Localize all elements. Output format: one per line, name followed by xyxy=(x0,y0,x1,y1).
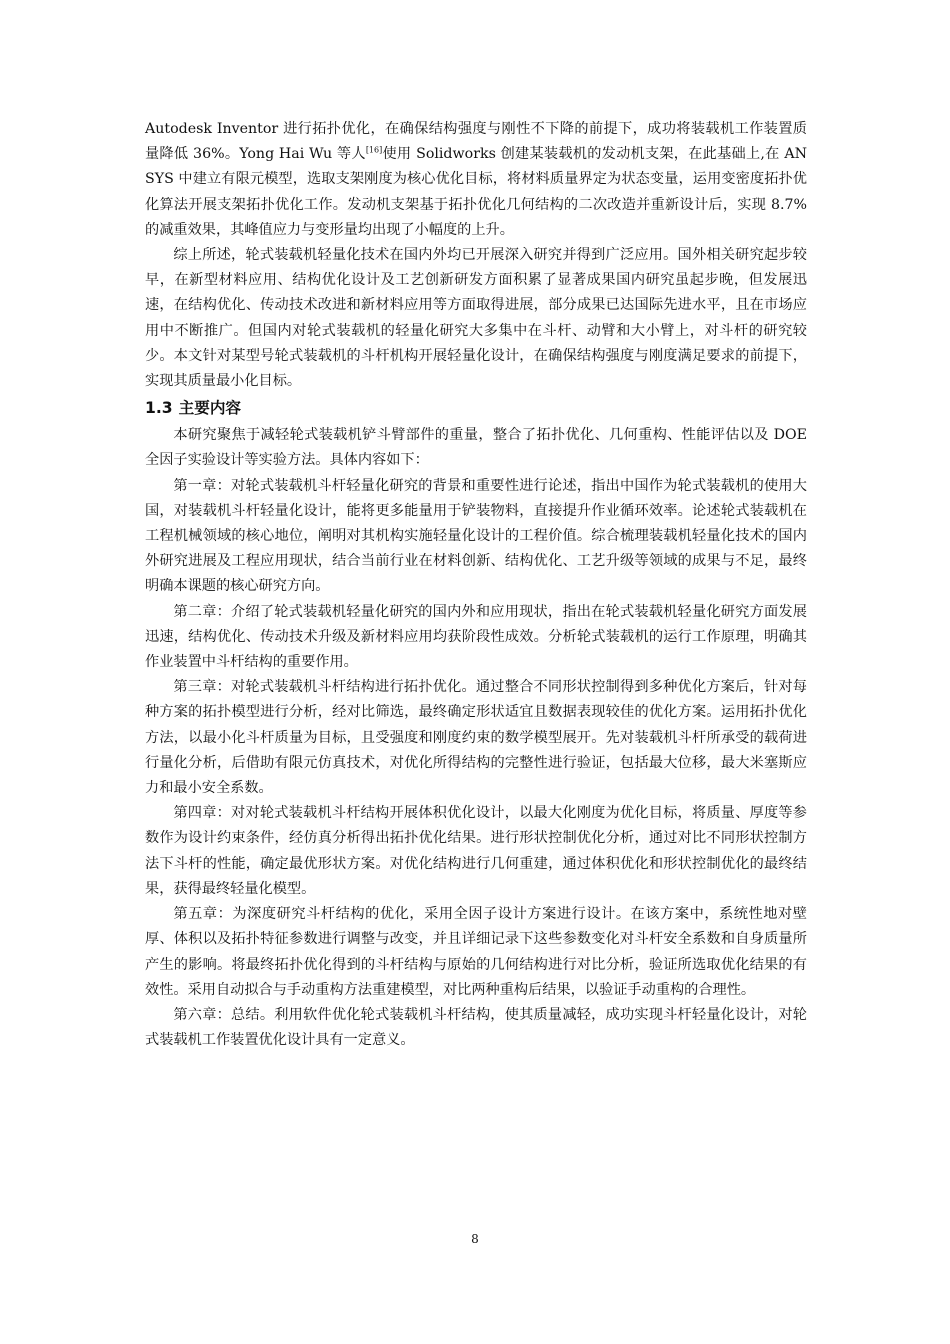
page-body xyxy=(145,117,807,1053)
section-title: 主要内容 xyxy=(178,399,242,418)
paragraph-chapter-3: 第三章：对轮式装载机斗杆结构进行拓扑优化。通过整合不同形状控制得到多种优化方案后，针对每种方案的拓扑模型进行分析，经对比筛选，最终确定形状适宜且数据表现较佳的优化方案。运用拓扑优化方法，以最小化斗杆质量为目标，且受强度和刚度约束的数学模型展开。先对装载机斗杆所承受的载荷进行量化分析，后借助有限元仿真技术，对优化所得结构的完整性进行验证，包括最大位移，最大米塞斯应力和最小安全系数。 xyxy=(145,679,807,797)
paragraph-summary: 综上所述，轮式装载机轻量化技术在国内外均已开展深入研究并得到广泛应用。国外相关研究起步较早，在新型材料应用、结构优化设计及工艺创新研发方面积累了显著成果国内研究虽起步晚，但发展迅速，在结构优化、传动技术改进和新材料应用等方面取得进展，部分成果已达国际先进水平，且在市场应用中不断推广。但国内对轮式装载机的轻量化研究大多集中在斗杆、动臂和大小臂上，对斗杆的研究较少。本文针对某型号轮式装载机的斗杆机构开展轻量化设计，在确保结构强度与刚度满足要求的前提下，实现其质量最小化目标。 xyxy=(145,247,807,390)
page-number: 8 xyxy=(471,1232,479,1246)
paragraph-text: Autodesk Inventor 进行拓扑优化，在确保结构强度与刚性不下降的前提下，成功将装载机工作装置质量降低 36%。Yong Hai Wu 等人 xyxy=(145,121,807,163)
paragraph-inventor-topology xyxy=(145,117,807,243)
section-number: 1.3 xyxy=(145,399,173,418)
section-heading xyxy=(145,395,807,422)
paragraph-chapter-1: 第一章：对轮式装载机斗杆轻量化研究的背景和重要性进行论述，指出中国作为轮式装载机的使用大国，对装载机斗杆轻量化设计，能将更多能量用于铲装物料，直接提升作业循环效率。论述轮式装载机在工程机械领域的核心地位，阐明对其机构实施轻量化设计的工程价值。综合梳理装载机轻量化技术的国内外研究进展及工程应用现状，结合当前行业在材料创新、结构优化、工艺升级等领域的成果与不足，最终明确本课题的核心研究方向。 xyxy=(145,477,807,595)
paragraph-chapter-4: 第四章：对对轮式装载机斗杆结构开展体积优化设计，以最大化刚度为优化目标，将质量、厚度等参数作为设计约束条件，经仿真分析得出拓扑优化结果。进行形状控制优化分析，通过对比不同形状控制方法下斗杆的性能，确定最优形状方案。对优化结构进行几何重建，通过体积优化和形状控制优化的最终结果，获得最终轻量化模型。 xyxy=(145,805,807,897)
paragraph-chapter-2: 第二章：介绍了轮式装载机轻量化研究的国内外和应用现状，指出在轮式装载机轻量化研究方面发展迅速，结构优化、传动技术升级及新材料应用均获阶段性成效。分析轮式装载机的运行工作原理，明确其作业装置中斗杆结构的重要作用。 xyxy=(145,603,807,671)
paragraph-chapter-6: 第六章：总结。利用软件优化轮式装载机斗杆结构，使其质量减轻，成功实现斗杆轻量化设计，对轮式装载机工作装置优化设计具有一定意义。 xyxy=(145,1006,807,1049)
paragraph-chapter-5: 第五章：为深度研究斗杆结构的优化，采用全因子设计方案进行设计。在该方案中，系统性地对壁厚、体积以及拓扑特征参数进行调整与改变，并且详细记录下这些参数变化对斗杆安全系数和自身质量所产生的影响。将最终拓扑优化得到的斗杆结构与原始的几何结构进行对比分析，验证所选取优化结果的有效性。采用自动拟合与手动重构方法重建模型，对比两种重构后结果，以验证手动重构的合理性。 xyxy=(145,906,807,998)
paragraph-research-focus: 本研究聚焦于减轻轮式装载机铲斗臂部件的重量，整合了拓扑优化、几何重构、性能评估以及 DOE 全因子实验设计等实验方法。具体内容如下： xyxy=(145,427,807,469)
paragraph-text: 使用 Solidworks 创建某装载机的发动机支架，在此基础上,在 ANSYS 中建立有限元模型，选取支架刚度为核心优化目标，将材料质量界定为状态变量，运用变密度拓扑优化算法开展支架拓扑优化工作。发动机支架基于拓扑优化几何结构的二次改造并重新设计后，实现 8.7%的减重效果，其峰值应力与变形量均出现了小幅度的上升。 xyxy=(145,146,808,238)
citation-ref: [16] xyxy=(365,145,383,155)
